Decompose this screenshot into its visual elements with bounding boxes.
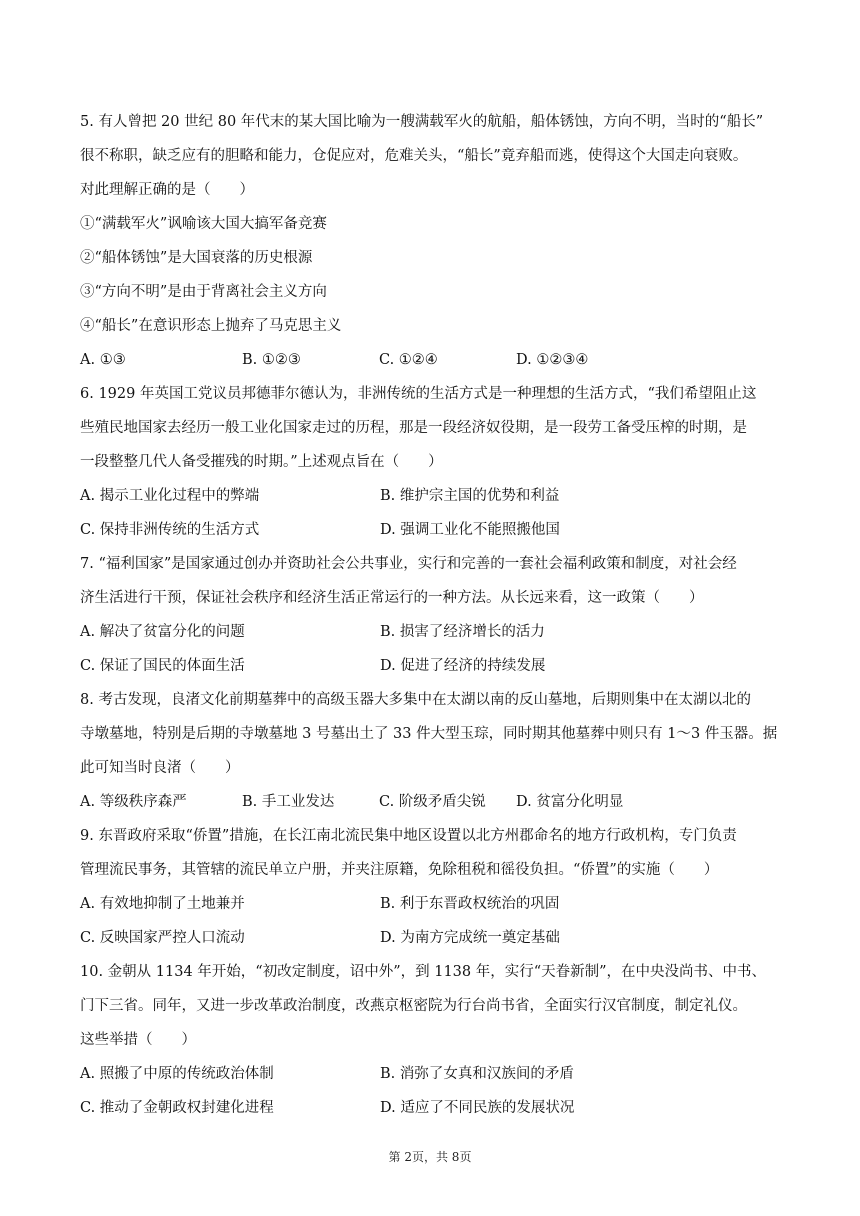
option-d: D. 促进了经济的持续发展 [380,658,546,674]
option-b: B. 手工业发达 [242,794,335,810]
question-stem-line: 8. 考古发现，良渚文化前期墓葬中的高级玉器大多集中在太湖以南的反山墓地，后期则集中在太湖以北的 [80,692,751,708]
question-stem-line: 此可知当时良渚（ ） [80,760,240,776]
page-footer: 第 2页，共 8页 [388,1150,472,1164]
option-d: D. 强调工业化不能照搬他国 [380,522,560,538]
statement-1: ①“满载军火”讽喻该大国大搞军备竞赛 [80,216,327,232]
statement-4: ④“船长”在意识形态上抛弃了马克思主义 [80,318,342,334]
question-stem-line: 这些举措（ ） [80,1032,196,1048]
options-row [80,343,785,377]
option-a: A. ①③ [80,352,126,368]
options-row [80,513,785,547]
question-10 [80,955,785,1125]
question-stem-line: 济生活进行干预，保证社会秩序和经济生活正常运行的一种方法。从长远来看，这一政策（ ） [80,590,704,606]
question-stem-line: 9. 东晋政府采取“侨置”措施，在长江南北流民集中地区设置以北方州郡命名的地方行政机构，专门负责 [80,828,737,844]
option-c: C. 保持非洲传统的生活方式 [80,522,260,538]
option-b: B. 利于东晋政权统治的巩固 [380,896,560,912]
question-stem-line: 一段整整几代人备受摧残的时期。”上述观点旨在（ ） [80,454,443,470]
option-a: A. 有效地抑制了土地兼并 [80,896,245,912]
option-b: B. ①②③ [242,352,301,368]
option-d: D. 贫富分化明显 [516,794,624,810]
options-row [80,1057,785,1091]
options-row [80,921,785,955]
options-row [80,615,785,649]
question-stem-line: 很不称职，缺乏应有的胆略和能力，仓促应对，危难关头，“船长”竟弃船而逃，使得这个大国走向衰败。 [80,148,748,164]
option-c: C. ①②④ [379,352,438,368]
options-row [80,1091,785,1125]
question-stem-line: 6. 1929 年英国工党议员邦德菲尔德认为，非洲传统的生活方式是一种理想的生活方式，“我们希望阻止这 [80,386,757,402]
option-b: B. 消弥了女真和汉族间的矛盾 [380,1066,574,1082]
option-b: B. 损害了经济增长的活力 [380,624,545,640]
option-d: D. 为南方完成统一奠定基础 [380,930,560,946]
question-stem-line: 门下三省。同年，又进一步改革政治制度，改燕京枢密院为行台尚书省，全面实行汉官制度，制定礼仪。 [80,998,747,1014]
option-d: D. ①②③④ [516,352,589,368]
options-row [80,887,785,921]
question-stem-line: 10. 金朝从 1134 年开始，“初改定制度，诏中外”，到 1138 年，实行“天眷新制”，在中央没尚书、中书、 [80,964,767,980]
question-list [80,105,785,1125]
statement-3: ③“方向不明”是由于背离社会主义方向 [80,284,327,300]
question-stem-line: 管理流民事务，其管辖的流民单立户册，并夹注原籍，免除租税和徭役负担。“侨置”的实施（ ） [80,862,719,878]
question-5 [80,105,785,377]
question-stem-line: 些殖民地国家去经历一般工业化国家走过的历程，那是一段经济奴役期，是一段劳工备受压榨的时期，是 [80,420,747,436]
option-d: D. 适应了不同民族的发展状况 [380,1100,575,1116]
question-9 [80,819,785,955]
option-c: C. 保证了国民的体面生活 [80,658,245,674]
option-a: A. 照搬了中原的传统政治体制 [80,1066,274,1082]
question-7 [80,547,785,683]
option-a: A. 揭示工业化过程中的弊端 [80,488,260,504]
option-c: C. 反映国家严控人口流动 [80,930,245,946]
question-stem-line: 寺墩墓地，特别是后期的寺墩墓地 3 号墓出土了 33 件大型玉琮，同时期其他墓葬中则只有 1～3 件玉器。据 [80,726,778,742]
option-c: C. 推动了金朝政权封建化进程 [80,1100,274,1116]
options-row [80,479,785,513]
options-row [80,649,785,683]
question-6 [80,377,785,547]
question-8 [80,683,785,819]
option-c: C. 阶级矛盾尖锐 [379,794,486,810]
question-stem-line: 对此理解正确的是（ ） [80,182,254,198]
question-stem-line: 5. 有人曾把 20 世纪 80 年代末的某大国比喻为一艘满载军火的航船，船体锈蚀，方向不明，当时的“船长” [80,114,764,130]
question-stem-line: 7. “福利国家”是国家通过创办并资助社会公共事业，实行和完善的一套社会福利政策和制度，对社会经 [80,556,737,572]
option-b: B. 维护宗主国的优势和利益 [380,488,560,504]
option-a: A. 等级秩序森严 [80,794,187,810]
statement-2: ②“船体锈蚀”是大国衰落的历史根源 [80,250,313,266]
option-a: A. 解决了贫富分化的问题 [80,624,245,640]
options-row [80,785,785,819]
